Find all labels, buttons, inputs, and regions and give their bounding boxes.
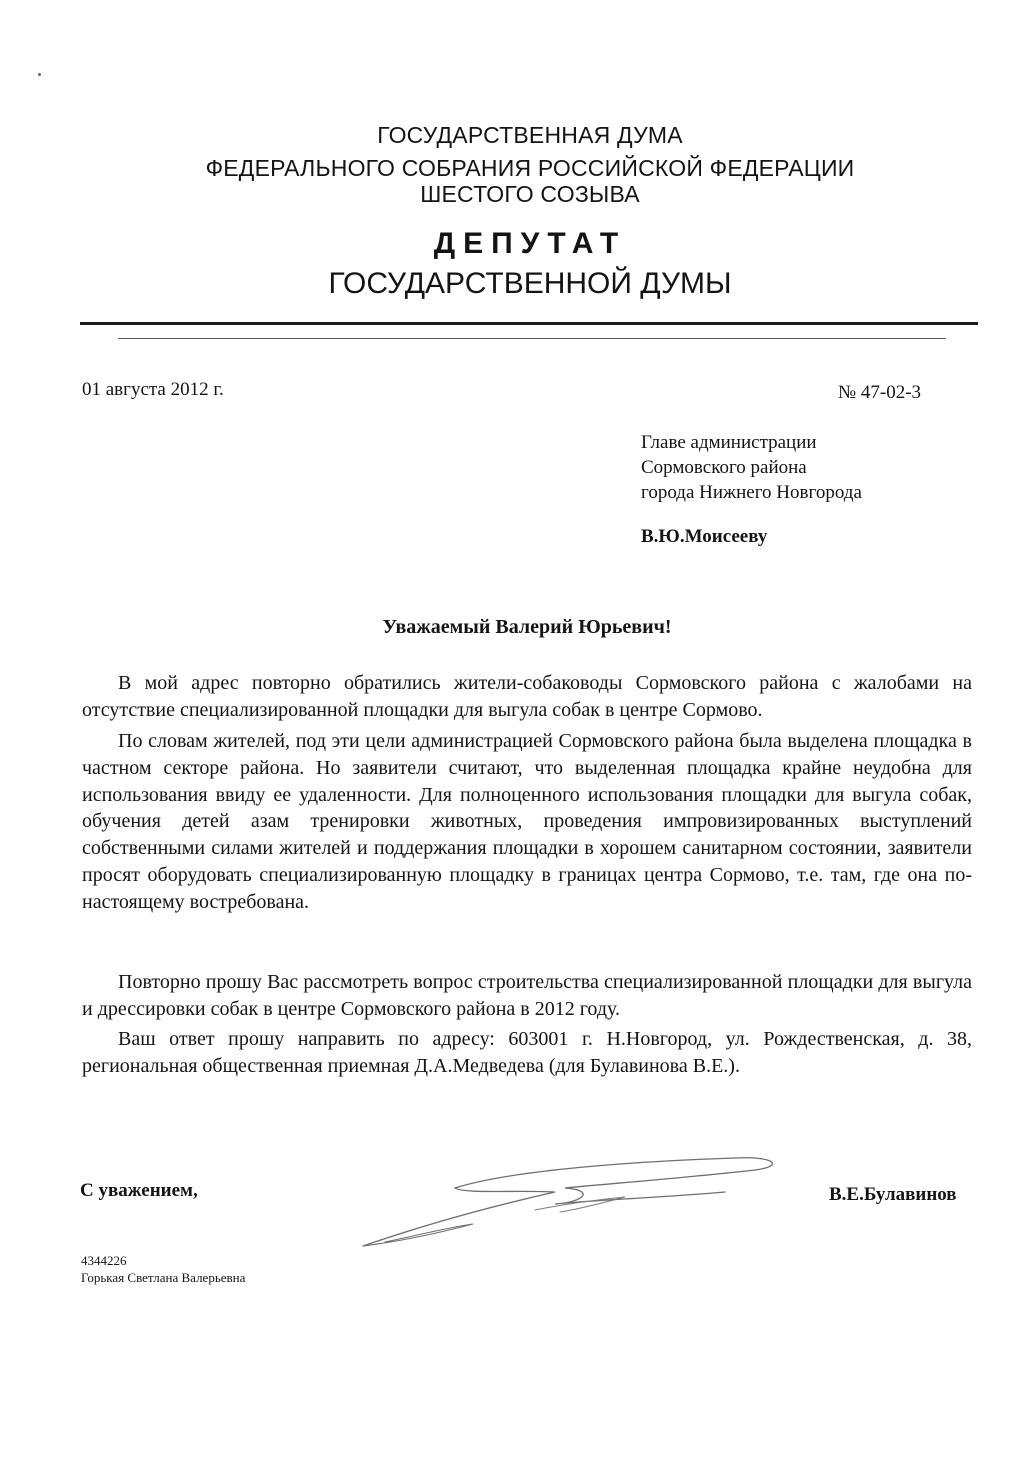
- org-line-3: ШЕСТОГО СОЗЫВА: [420, 181, 640, 207]
- handwritten-signature: [355, 1150, 785, 1260]
- recipient-line-3: города Нижнего Новгорода: [641, 482, 862, 503]
- closing-regards: С уважением,: [80, 1180, 198, 1201]
- body-paragraph-4: Ваш ответ прошу направить по адресу: 603001 г. Н.Новгород, ул. Рождественская, д. 38, региональная общественная приемная Д.А.Медведева (для Булавинова В.Е.).: [82, 1028, 972, 1077]
- deputy-title: ДЕПУТАТ: [433, 227, 627, 260]
- recipient-name: В.Ю.Моисееву: [641, 526, 768, 547]
- org-line-2: ФЕДЕРАЛЬНОГО СОБРАНИЯ РОССИЙСКОЙ ФЕДЕРАЦИИ: [205, 155, 855, 181]
- deputy-subtitle: ГОСУДАРСТВЕННОЙ ДУМЫ: [328, 267, 732, 300]
- header-divider-thin: [118, 338, 946, 339]
- body-paragraph-1: В мой адрес повторно обратились жители-собаководы Сормовского района с жалобами на отсутствие специализированной площадки для выгула собак в центре Сормово.: [82, 672, 972, 721]
- recipient-line-1: Главе администрации: [641, 432, 817, 453]
- salutation: Уважаемый Валерий Юрьевич!: [382, 616, 672, 638]
- executor-phone: 4344226: [81, 1253, 127, 1268]
- org-line-1: ГОСУДАРСТВЕННАЯ ДУМА: [377, 122, 683, 148]
- header-divider-thick: [80, 322, 978, 325]
- scan-speck: [38, 73, 41, 76]
- letter-date: 01 августа 2012 г.: [82, 379, 224, 400]
- letter-number: № 47-02-3: [838, 382, 922, 403]
- recipient-line-2: Сормовского района: [641, 457, 807, 478]
- executor-name: Горькая Светлана Валерьевна: [81, 1270, 246, 1285]
- body-paragraph-2: По словам жителей, под эти цели администрацией Сормовского района была выделена площадка в частном секторе района. Но заявители считают, что выделенная площадка крайне неудобна для использования ввиду ее удаленности. Для полноценного использования площадки для выгула собак, обучения детей азам тренировки животных, проведения импровизированных выступлений собственными силами жителей и поддержания площадки в хорошем санитарном состоянии, заявители просят оборудовать специализированную площадку в границах центра Сормово, т.е. там, где она по-настоящему востребована.: [82, 730, 972, 913]
- body-paragraph-3: Повторно прошу Вас рассмотреть вопрос строительства специализированной площадки для выгула и дрессировки собак в центре Сормовского района в 2012 году.: [82, 971, 972, 1020]
- signer-name: В.Е.Булавинов: [829, 1184, 957, 1205]
